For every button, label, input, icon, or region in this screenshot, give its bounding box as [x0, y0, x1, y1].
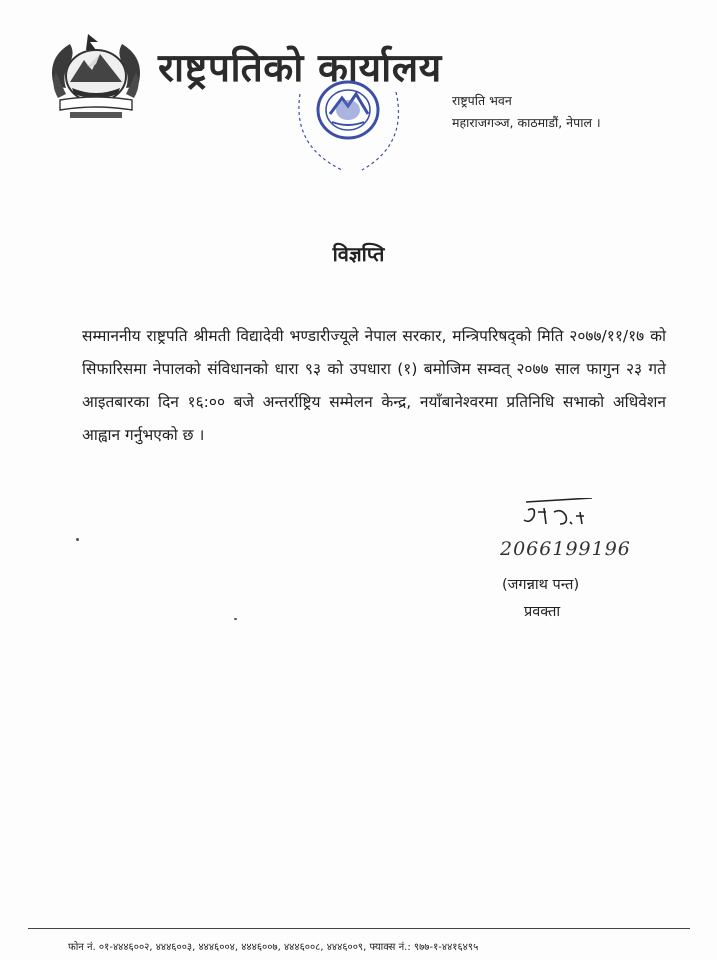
address-line-2: महाराजगञ्ज, काठमाडौं, नेपाल ।	[452, 115, 601, 130]
signature-mark-icon	[500, 498, 610, 538]
footer-contact: फोन नं. ०१-४४४६००२, ४४४६००३, ४४४६००४, ४४४६००७, ४४४६००८, ४४४६००९, फ्याक्स नं.: ९७७-१-४४१६४९५	[68, 942, 479, 953]
address-line-1: राष्ट्रपति भवन	[452, 93, 512, 108]
office-address	[452, 90, 601, 134]
scan-speck	[234, 618, 237, 620]
nepal-emblem-icon	[36, 28, 156, 128]
scan-speck	[76, 538, 79, 541]
handwritten-date: 2066199196	[500, 538, 631, 560]
footer-divider	[28, 928, 690, 929]
signatory-designation: प्रवक्ता	[524, 604, 561, 620]
notice-body: सम्माननीय राष्ट्रपति श्रीमती विद्यादेवी भण्डारीज्यूले नेपाल सरकार, मन्त्रिपरिषद्को मिति २०७७/११/१७ को सिफारिसमा नेपालको संविधानको धारा ९३ को उपधारा (१) बमोजिम सम्वत् २०७७ साल फागुन २३ गते आइतबारका दिन १६:०० बजे अन्तर्राष्ट्रिय सम्मेलन केन्द्र, नयाँबानेश्वरमा प्रतिनिधि सभाको अधिवेशन आह्वान गर्नुभएको छ ।	[82, 327, 666, 444]
notice-heading: विज्ञप्ति	[332, 242, 385, 266]
signatory-name: (जगन्नाथ पन्त)	[502, 577, 580, 593]
office-title: राष्ट्रपतिको कार्यालय	[158, 45, 442, 91]
official-seal-icon	[286, 66, 416, 184]
